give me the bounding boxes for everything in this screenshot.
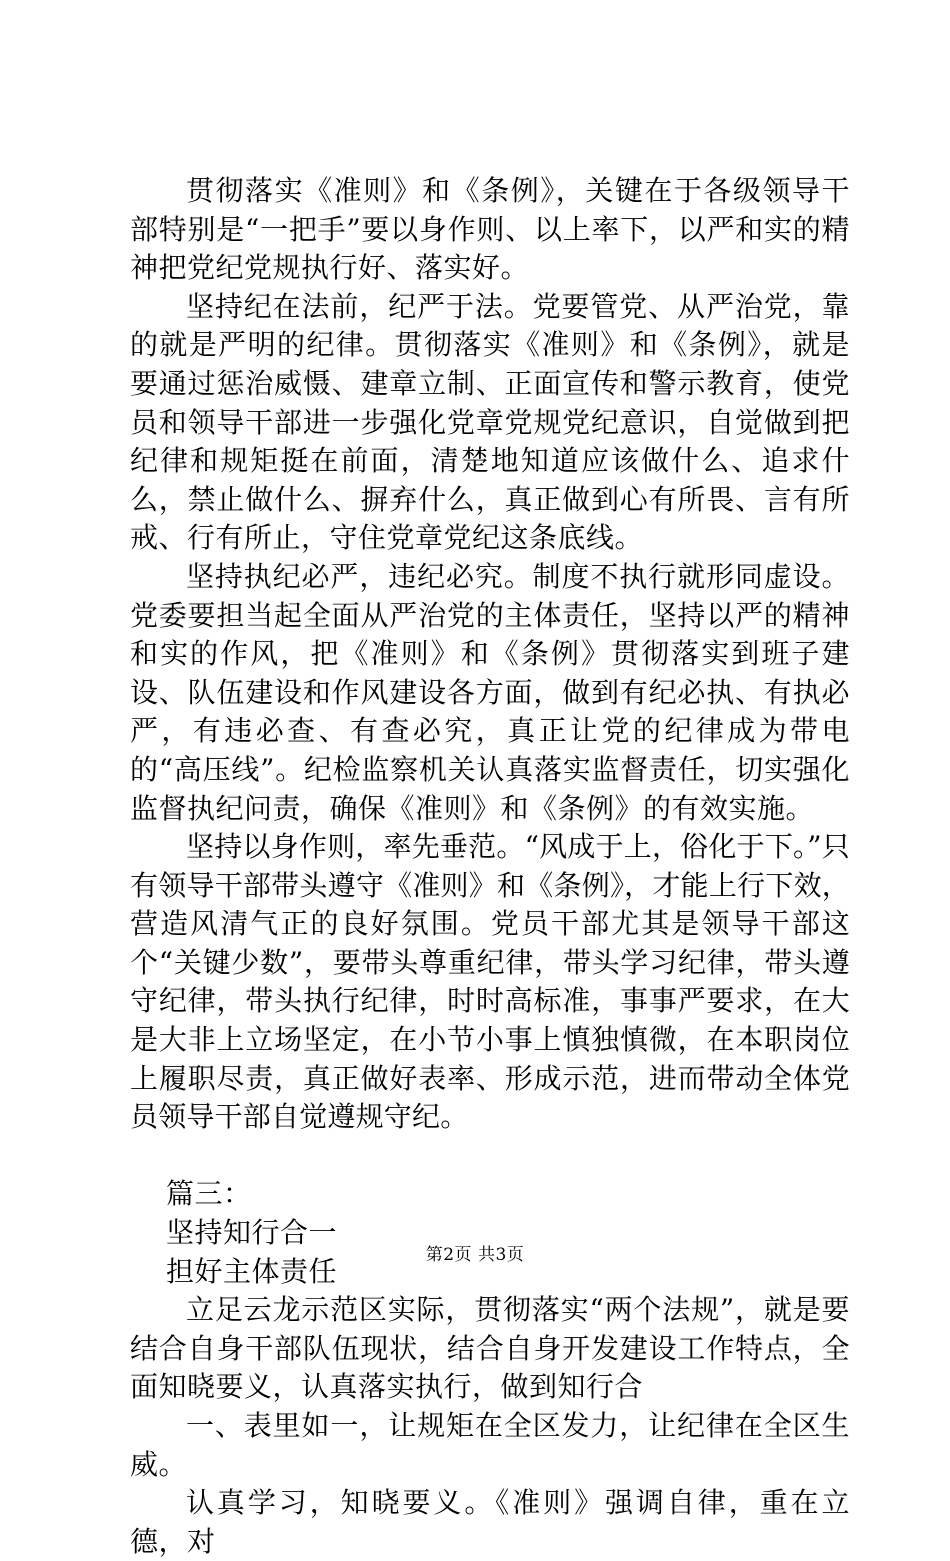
paragraph-discipline-before-law: 坚持纪在法前，纪严于法。党要管党、从严治党，靠的就是严明的纪律。贯彻落实《准则》和《条例》，就是要通过惩治威慑、建章立制、正面宣传和警示教育，使党员和领导干部进一步强化党章党规党纪意识，自觉做到把纪律和规矩挺在前面，清楚地知道应该做什么、追求什么，禁止做什么、摒弃什么，真正做到心有所畏、言有所戒、行有所止，守住党章党纪这条底线。 (130, 289, 850, 555)
document-body (130, 172, 850, 1561)
paragraph-lead-by-example: 坚持以身作则，率先垂范。“风成于上，俗化于下。”只有领导干部带头遵守《准则》和《条例》，才能上行下效，营造风清气正的良好氛围。党员干部尤其是领导干部这个“关键少数”，要带头尊重纪律，带头学习纪律，带头遵守纪律，带头执行纪律，时时高标准，事事严要求，在大是大非上立场坚定，在小节小事上慎独慎微，在本职岗位上履职尽责，真正做好表率、形成示范，进而带动全体党员领导干部自觉遵规守纪。 (130, 830, 850, 1134)
paragraph-study-carefully: 认真学习，知晓要义。《准则》强调自律，重在立德，对 (130, 1486, 850, 1558)
paragraph-subheading-one: 一、表里如一，让规矩在全区发力，让纪律在全区生威。 (130, 1409, 850, 1481)
paragraph-yunlong-practice: 立足云龙示范区实际，贯彻落实“两个法规”，就是要结合自身干部队伍现状，结合自身开发建设工作特点，全面知晓要义，认真落实执行，做到知行合 (130, 1293, 850, 1404)
section-title-line-1: 坚持知行合一 (166, 1216, 338, 1250)
blank-line (130, 1137, 850, 1176)
section-title-line-2: 担好主体责任 (166, 1254, 338, 1288)
paragraph-leadership-example: 贯彻落实《准则》和《条例》，关键在于各级领导干部特别是“一把手”要以身作则、以上率下，以严和实的精神把党纪党规执行好、落实好。 (130, 174, 850, 285)
page-number-footer: 第2页 共3页 (425, 1245, 525, 1265)
paragraph-strict-enforcement: 坚持执纪必严，违纪必究。制度不执行就形同虚设。党委要担当起全面从严治党的主体责任，坚持以严的精神和实的作风，把《准则》和《条例》贯彻落实到班子建设、队伍建设和作风建设各方面，做到有纪必执、有执必严，有违必查、有查必究，真正让党的纪律成为带电的“高压线”。纪检监察机关认真落实监督责任，切实强化监督执纪问责，确保《准则》和《条例》的有效实施。 (130, 559, 850, 825)
section-label: 篇三： (166, 1177, 252, 1211)
